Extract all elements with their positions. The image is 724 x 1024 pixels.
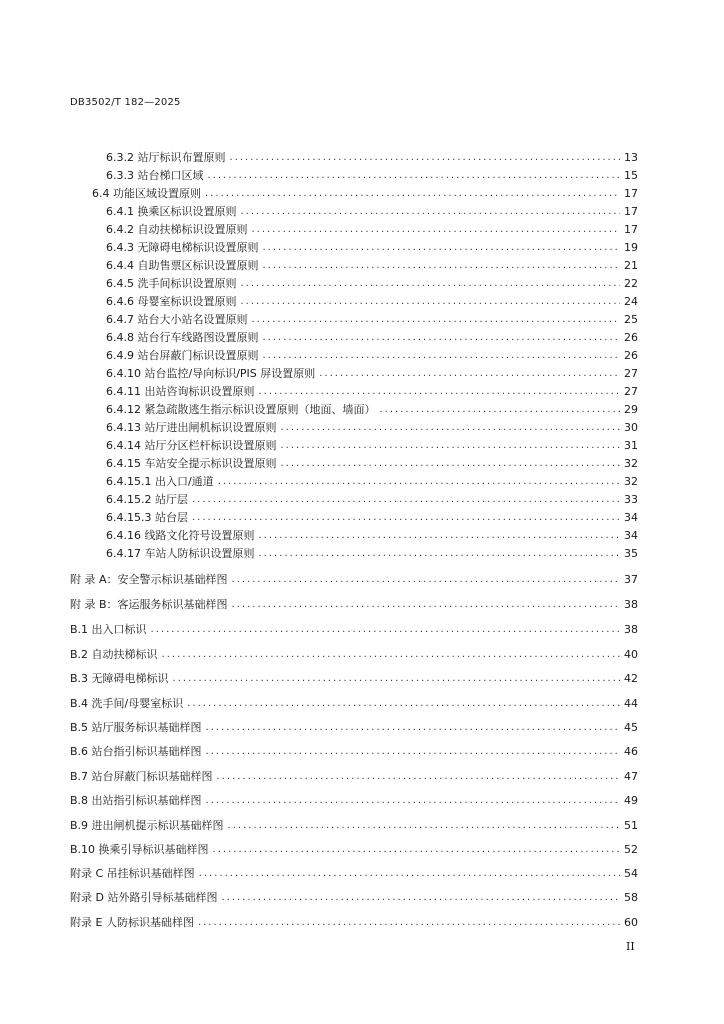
toc-entry-page: 21: [624, 258, 638, 272]
toc-leader-dots: [173, 673, 620, 684]
toc-entry-label: 附录 C 吊挂标识基础样图: [70, 867, 195, 880]
toc-entry-page: 46: [624, 744, 638, 758]
toc-entry[interactable]: [0, 454, 638, 472]
toc-entry[interactable]: [0, 346, 638, 364]
toc-entry[interactable]: [0, 274, 638, 292]
toc-entry-label: 6.3.2 站厅标识布置原则: [106, 151, 226, 164]
toc-entry[interactable]: [0, 864, 638, 882]
toc-entry[interactable]: [0, 816, 638, 834]
toc-leader-dots: [280, 458, 620, 469]
toc-entry[interactable]: [0, 310, 638, 328]
toc-entry-page: 25: [624, 312, 638, 326]
toc-entry[interactable]: [0, 400, 638, 418]
toc-entry[interactable]: [0, 328, 638, 346]
toc-entry-page: 17: [624, 204, 638, 218]
toc-entry-label: B.1 出入口标识: [70, 623, 147, 636]
toc-entry-page: 29: [624, 402, 638, 416]
toc-entry-label: 6.4.17 车站人防标识设置原则: [106, 547, 255, 560]
toc-entry-label: B.6 站台指引标识基础样图: [70, 745, 202, 758]
toc-leader-dots: [280, 422, 620, 433]
toc-entry-page: 17: [624, 222, 638, 236]
toc-entry-page: 38: [624, 597, 638, 611]
toc-entry[interactable]: [0, 436, 638, 454]
toc-entry-label: B.8 出站指引标识基础样图: [70, 794, 202, 807]
toc-entry[interactable]: [0, 220, 638, 238]
toc-leader-dots: [258, 548, 620, 559]
toc-entry[interactable]: [0, 595, 638, 613]
toc-entry-label: 6.4.16 线路文化符号设置原则: [106, 529, 255, 542]
toc-entry-label: 附 录 B：客运服务标识基础样图: [70, 598, 228, 611]
toc-leader-dots: [162, 649, 620, 660]
toc-entry-page: 49: [624, 793, 638, 807]
toc-entry-label: 6.4.15.3 站台层: [106, 511, 188, 524]
toc-entry-label: 附录 E 人防标识基础样图: [70, 916, 194, 929]
toc-leader-dots: [221, 892, 620, 903]
toc-leader-dots: [252, 224, 621, 235]
toc-entry[interactable]: [0, 570, 638, 588]
toc-entry-page: 31: [624, 438, 638, 452]
toc-entry-label: 6.4.14 站厅分区栏杆标识设置原则: [106, 439, 277, 452]
toc-entry-label: B.10 换乘引导标识基础样图: [70, 843, 209, 856]
toc-entry-page: 13: [624, 150, 638, 164]
toc-entry[interactable]: [0, 913, 638, 931]
toc-entry[interactable]: [0, 508, 638, 526]
toc-entry-page: 27: [624, 384, 638, 398]
toc-entry-page: 44: [624, 696, 638, 710]
toc-entry[interactable]: [0, 694, 638, 712]
toc-leader-dots: [206, 795, 620, 806]
toc-entry-label: 附 录 A：安全警示标识基础样图: [70, 573, 228, 586]
toc-entry-page: 37: [624, 572, 638, 586]
toc-entry-label: 6.4.10 站台监控/导向标识/PIS 屏设置原则: [106, 367, 316, 380]
toc-leader-dots: [205, 188, 620, 199]
toc-entry[interactable]: [0, 526, 638, 544]
toc-entry-page: 26: [624, 330, 638, 344]
toc-leader-dots: [258, 386, 620, 397]
toc-leader-dots: [213, 844, 620, 855]
toc-entry-page: 32: [624, 456, 638, 470]
toc-entry[interactable]: [0, 767, 638, 785]
toc-leader-dots: [280, 440, 620, 451]
toc-entry-label: 6.4.9 站台屏蔽门标识设置原则: [106, 349, 259, 362]
toc-entry[interactable]: [0, 148, 638, 166]
toc-entry[interactable]: [0, 791, 638, 809]
toc-leader-dots: [206, 746, 620, 757]
page-number: II: [626, 940, 635, 953]
toc-entry[interactable]: [0, 382, 638, 400]
toc-entry-page: 38: [624, 622, 638, 636]
toc-entry[interactable]: [0, 742, 638, 760]
toc-entry[interactable]: [0, 490, 638, 508]
toc-entry-label: 6.4 功能区域设置原则: [92, 187, 201, 200]
toc-entry-page: 34: [624, 528, 638, 542]
toc-entry-label: 附录 D 站外路引导标基础样图: [70, 891, 218, 904]
toc-entry[interactable]: [0, 645, 638, 663]
toc-leader-dots: [199, 868, 620, 879]
toc-entry-label: 6.4.8 站台行车线路图设置原则: [106, 331, 259, 344]
toc-entry[interactable]: [0, 840, 638, 858]
toc-entry-page: 58: [624, 890, 638, 904]
toc-entry-label: B.4 洗手间/母婴室标识: [70, 697, 184, 710]
toc-entry[interactable]: [0, 718, 638, 736]
document-code: DB3502/T 182—2025: [70, 97, 181, 108]
toc-entry-page: 22: [624, 276, 638, 290]
toc-entry-page: 24: [624, 294, 638, 308]
toc-entry[interactable]: [0, 669, 638, 687]
toc-leader-dots: [206, 722, 620, 733]
toc-entry[interactable]: [0, 292, 638, 310]
toc-entry-label: B.9 进出闸机提示标识基础样图: [70, 819, 224, 832]
toc-entry[interactable]: [0, 888, 638, 906]
toc-entry-page: 32: [624, 474, 638, 488]
toc-entry-label: 6.4.15.1 出入口/通道: [106, 475, 214, 488]
toc-entry-page: 47: [624, 769, 638, 783]
toc-entry-label: B.5 站厅服务标识基础样图: [70, 721, 202, 734]
toc-entry-label: 6.4.15 车站安全提示标识设置原则: [106, 457, 277, 470]
toc-entry-page: 34: [624, 510, 638, 524]
toc-entry-page: 26: [624, 348, 638, 362]
toc-leader-dots: [252, 314, 621, 325]
toc-entry[interactable]: [0, 238, 638, 256]
toc-entry-label: B.3 无障碍电梯标识: [70, 672, 169, 685]
toc-entry-label: 6.4.13 站厅进出闸机标识设置原则: [106, 421, 277, 434]
toc-leader-dots: [263, 350, 621, 361]
toc-leader-dots: [187, 698, 620, 709]
toc-entry[interactable]: [0, 202, 638, 220]
toc-entry-label: 6.4.1 换乘区标识设置原则: [106, 205, 237, 218]
toc-entry[interactable]: [0, 166, 638, 184]
toc-leader-dots: [192, 512, 620, 523]
toc-entry-page: 19: [624, 240, 638, 254]
toc-entry-label: 6.3.3 站台梯口区域: [106, 169, 204, 182]
toc-entry-label: 6.4.12 紧急疏散逃生指示标识设置原则（地面、墙面）: [106, 403, 376, 416]
toc-entry[interactable]: [0, 256, 638, 274]
toc-entry[interactable]: [0, 418, 638, 436]
toc-entry-page: 42: [624, 671, 638, 685]
toc-leader-dots: [319, 368, 620, 379]
toc-leader-dots: [263, 332, 621, 343]
toc-entry-label: B.2 自动扶梯标识: [70, 648, 158, 661]
toc-entry[interactable]: [0, 620, 638, 638]
toc-entry-page: 15: [624, 168, 638, 182]
toc-entry-page: 35: [624, 546, 638, 560]
toc-entry-page: 17: [624, 186, 638, 200]
toc-leader-dots: [232, 574, 620, 585]
toc-leader-dots: [192, 494, 620, 505]
toc-entry-label: 6.4.11 出站咨询标识设置原则: [106, 385, 255, 398]
toc-leader-dots: [232, 599, 620, 610]
toc-entry-label: 6.4.2 自动扶梯标识设置原则: [106, 223, 248, 236]
toc-entry-page: 30: [624, 420, 638, 434]
toc-entry-page: 33: [624, 492, 638, 506]
toc-leader-dots: [208, 170, 621, 181]
toc-entry[interactable]: [0, 364, 638, 382]
toc-leader-dots: [151, 624, 620, 635]
toc-entry[interactable]: [0, 544, 638, 562]
toc-entry-label: 6.4.3 无障碍电梯标识设置原则: [106, 241, 259, 254]
toc-leader-dots: [218, 476, 620, 487]
toc-entry-page: 27: [624, 366, 638, 380]
toc-leader-dots: [241, 206, 621, 217]
toc-leader-dots: [263, 260, 621, 271]
toc-entry-label: B.7 站台屏蔽门标识基础样图: [70, 770, 213, 783]
toc-entry-label: 6.4.15.2 站厅层: [106, 493, 188, 506]
toc-leader-dots: [217, 771, 620, 782]
toc-entry-label: 6.4.5 洗手间标识设置原则: [106, 277, 237, 290]
toc-entry-page: 52: [624, 842, 638, 856]
toc-leader-dots: [379, 404, 620, 415]
toc-leader-dots: [258, 530, 620, 541]
toc-entry-label: 6.4.7 站台大小站名设置原则: [106, 313, 248, 326]
toc-leader-dots: [230, 152, 621, 163]
toc-entry-page: 45: [624, 720, 638, 734]
toc-entry[interactable]: [0, 184, 638, 202]
toc-entry-page: 40: [624, 647, 638, 661]
toc-leader-dots: [241, 296, 621, 307]
toc-entry[interactable]: [0, 472, 638, 490]
toc-leader-dots: [228, 820, 620, 831]
toc-leader-dots: [198, 917, 620, 928]
toc-leader-dots: [241, 278, 621, 289]
toc-entry-label: 6.4.6 母婴室标识设置原则: [106, 295, 237, 308]
toc-leader-dots: [263, 242, 621, 253]
toc-entry-page: 51: [624, 818, 638, 832]
toc-entry-page: 54: [624, 866, 638, 880]
toc-entry-page: 60: [624, 915, 638, 929]
toc-entry-label: 6.4.4 自助售票区标识设置原则: [106, 259, 259, 272]
